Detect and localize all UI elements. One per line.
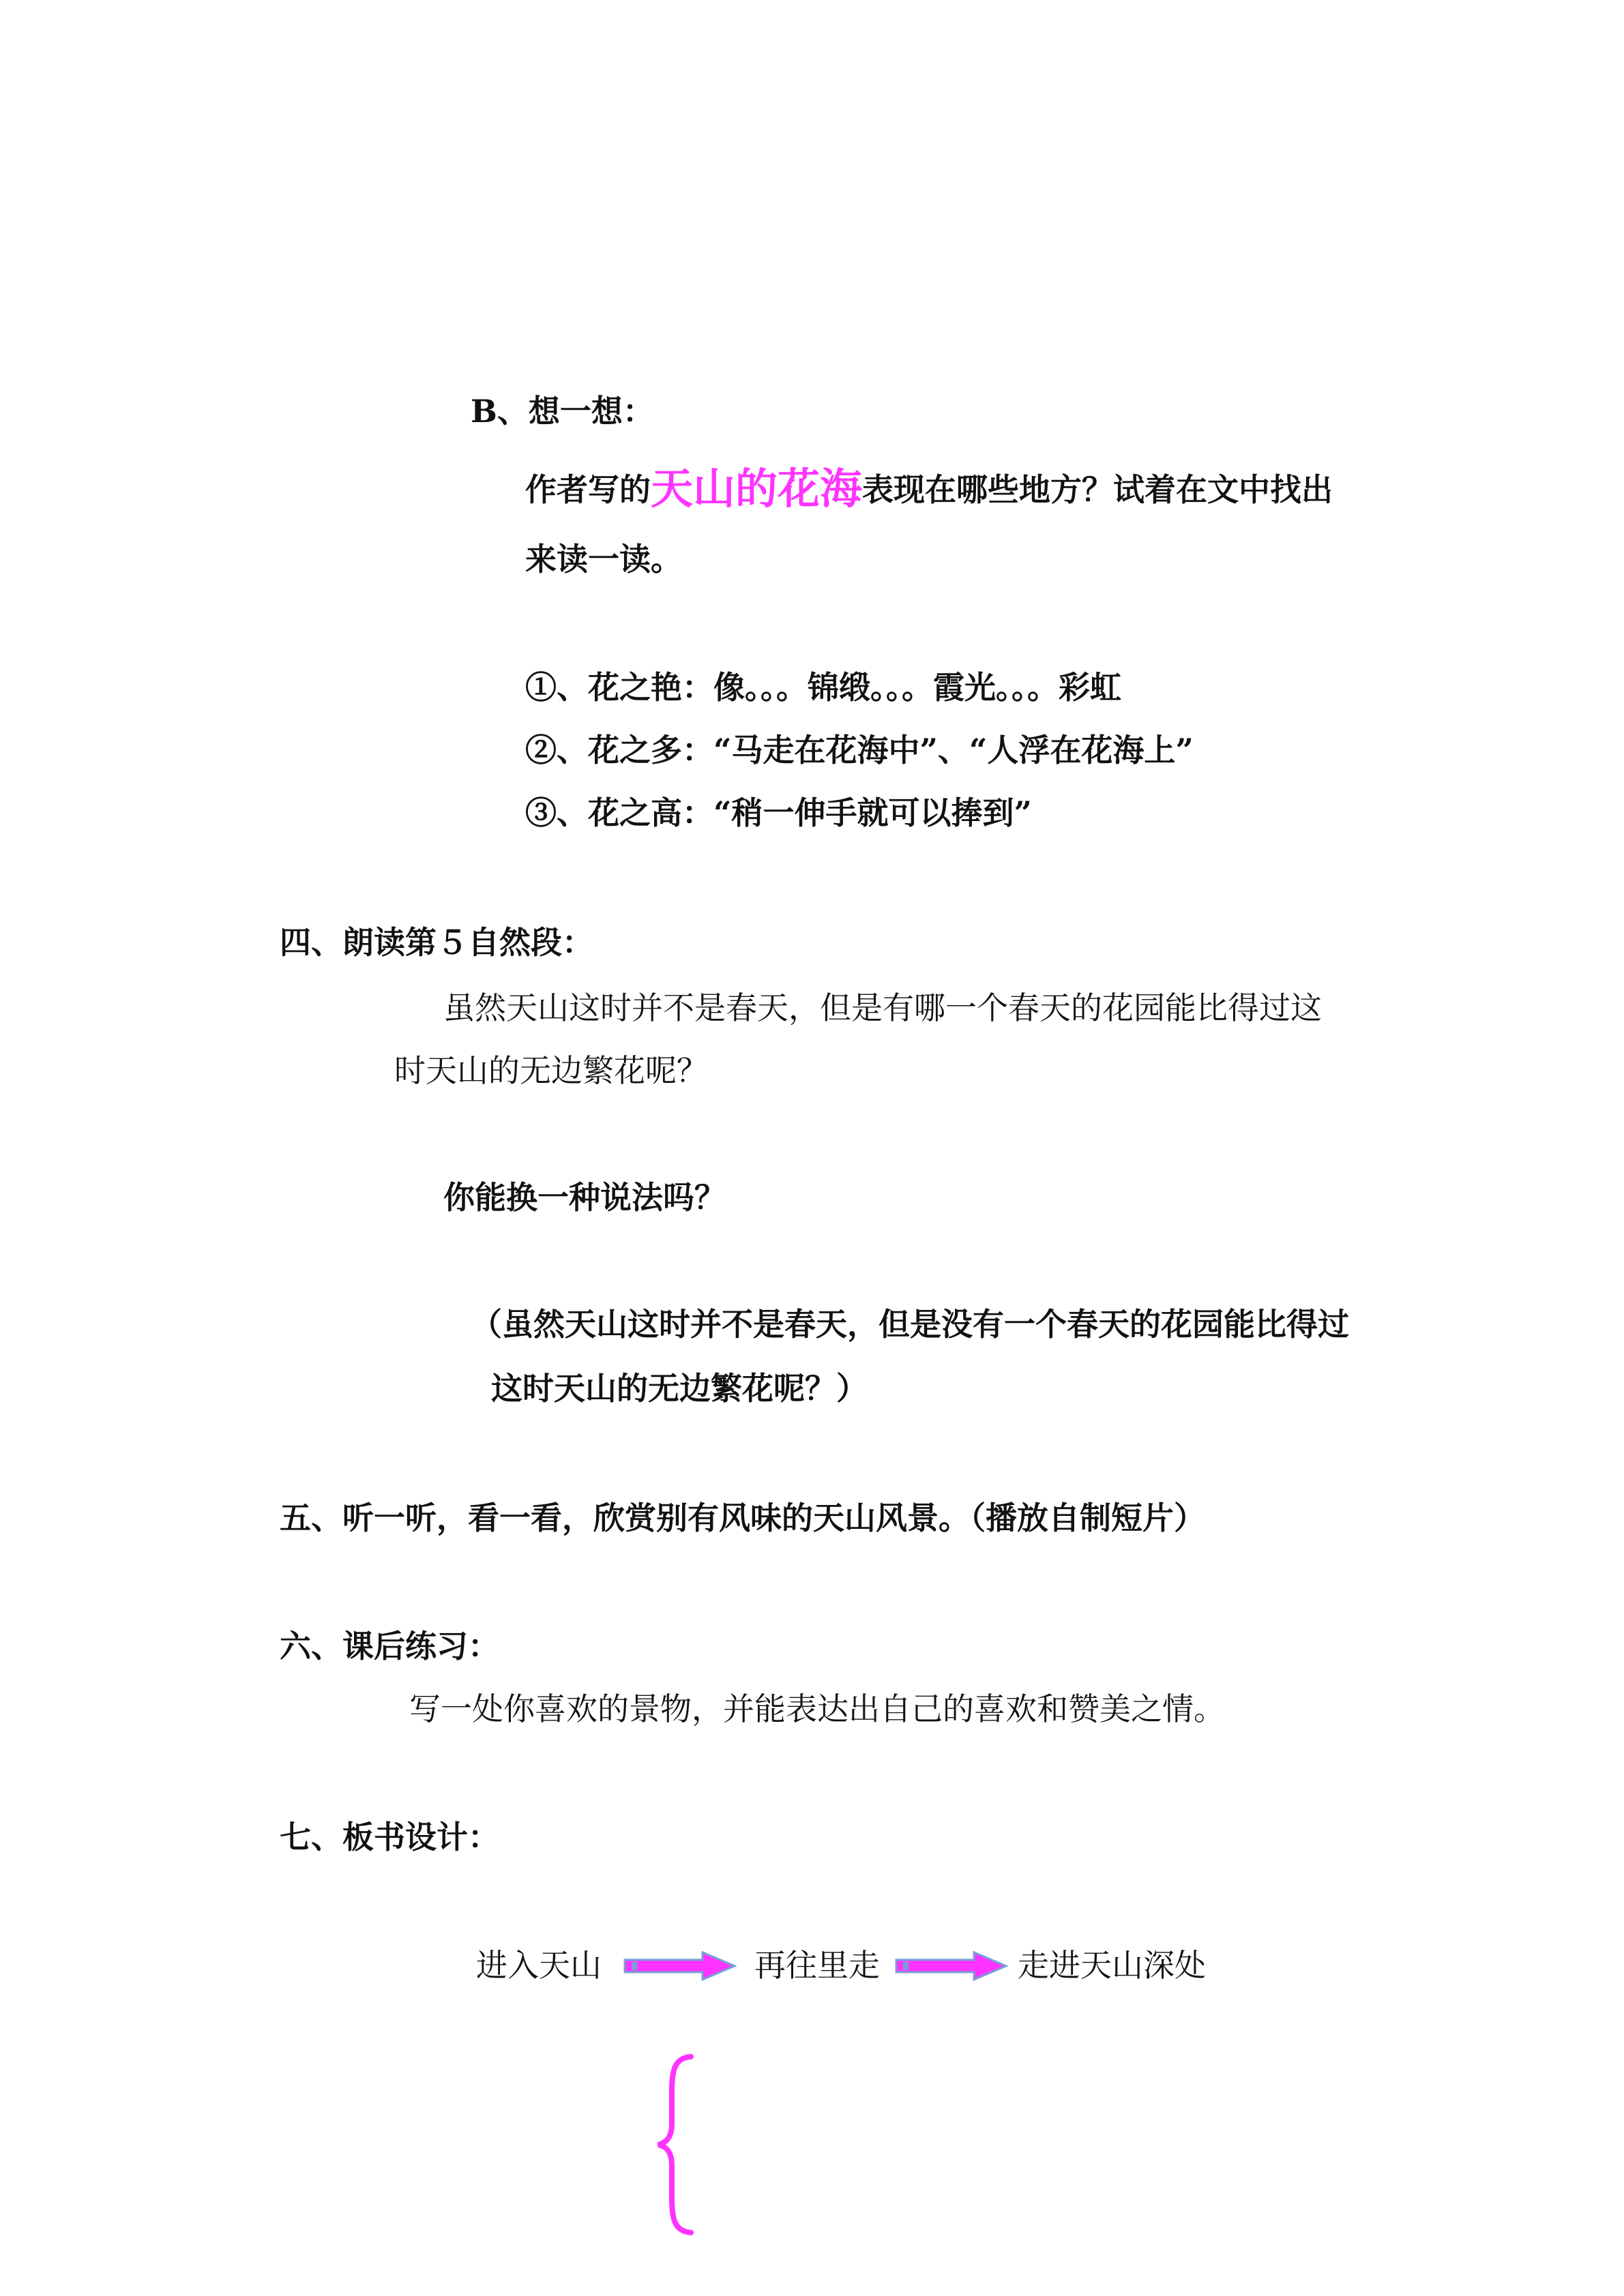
question-prefix: 作者写的	[525, 471, 651, 508]
flow-arrow-icon	[895, 1950, 1008, 1982]
section-4-paragraph-line1: 虽然天山这时并不是春天，但是有哪一个春天的花园能比得过这	[443, 989, 1322, 1026]
list-item: ②、花之多：“马走在花海中”、“人浮在花海上”	[525, 732, 1194, 769]
section-4-answer-line2: 这时天山的无边繁花呢？）	[491, 1370, 868, 1407]
section-4-prompt: 你能换一种说法吗？	[443, 1179, 726, 1216]
section-6-heading: 六、课后练习：	[280, 1628, 499, 1665]
list-item: ①、花之艳：像。。。锦缎。。。霞光。。。彩虹	[525, 669, 1121, 706]
section-4-heading: 四、朗读第５自然段：	[280, 924, 593, 961]
section-b-question-line2: 来读一读。	[525, 541, 682, 578]
left-brace-icon	[651, 2053, 699, 2237]
flow-step: 再往里走	[754, 1947, 880, 1984]
section-5-heading: 五、听一听，看一看，欣赏别有风味的天山风景。（播放自制短片）	[280, 1500, 1205, 1536]
section-6-text: 写一处你喜欢的景物，并能表达出自己的喜欢和赞美之情。	[409, 1690, 1225, 1727]
flow-step: 进入天山	[476, 1947, 602, 1984]
section-4-paragraph-line2: 时天山的无边繁花呢？	[394, 1052, 708, 1089]
flow-step: 走进天山深处	[1018, 1947, 1206, 1984]
question-highlight: 天山的花海	[651, 464, 863, 513]
flow-arrow-icon	[623, 1950, 737, 1982]
section-b-question	[525, 464, 1333, 515]
section-7-heading: 七、板书设计：	[280, 1819, 499, 1855]
list-item: ③、花之高：“稍一伸手就可以捧到”	[525, 794, 1032, 831]
section-4-answer-line1: （虽然天山这时并不是春天，但是没有一个春天的花园能比得过	[471, 1306, 1349, 1343]
section-b-heading: B、想一想：	[471, 393, 654, 430]
question-suffix: 表现在哪些地方？试着在文中找出	[862, 471, 1333, 508]
